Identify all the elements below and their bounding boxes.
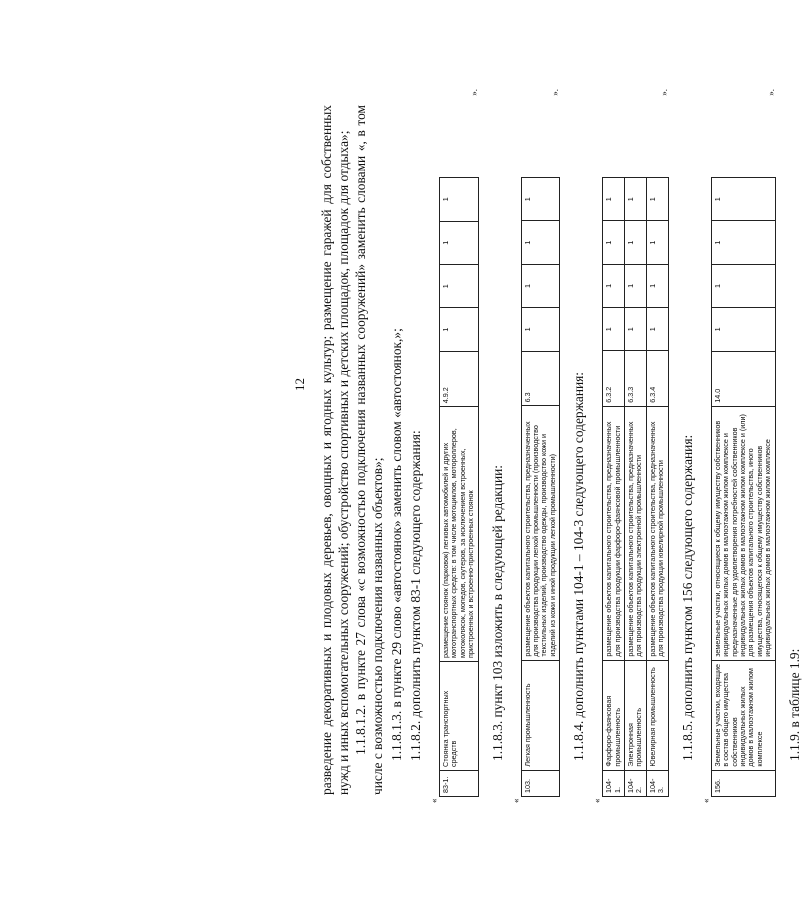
row-code: 4.9.2 [440, 351, 479, 406]
page-number: 12 [292, 378, 307, 391]
row-c4: 1 [625, 178, 647, 221]
quote-close-83-1: ». [468, 89, 479, 96]
quote-close-156: ». [765, 89, 776, 96]
row-c3: 1 [646, 221, 668, 264]
row-c4: 1 [440, 178, 479, 222]
row-desc: размещение объектов капитального строительства, предназначенных для производства продукции легкой промышленности (производство текстильных изделий, производство одежды, производство кожи и изделий из кожи и иной продукции легкой промышленности) [521, 406, 560, 660]
quote-close-103: ». [550, 89, 561, 96]
row-c1: 1 [625, 308, 647, 351]
row-c2: 1 [603, 264, 625, 307]
table-row [625, 178, 647, 797]
item-1-1-8-4: 1.1.8.4. дополнить пунктами 104-1 – 104-3 следующего содержания: [571, 371, 587, 761]
quote-open-156: « [700, 798, 711, 803]
row-code: 6.3.2 [603, 351, 625, 406]
table-156 [711, 177, 776, 797]
row-c4: 1 [603, 178, 625, 221]
intro-paragraph: разведение декоративных и плодовых деревьев, овощных и ягодных культур; размещение гаражей для собственных нужд и иных вспомогательных сооружений; обустройство спортивных и детских площадок, площадок для отдыха»; [319, 105, 351, 795]
table-83-1 [439, 177, 479, 797]
table-103 [521, 177, 561, 797]
row-c2: 1 [646, 264, 668, 307]
row-c1: 1 [711, 308, 775, 351]
table-103-wrap [521, 89, 561, 795]
table-104 [602, 177, 668, 797]
table-156-wrap [711, 89, 776, 795]
row-c3: 1 [440, 221, 479, 264]
row-c4: 1 [646, 178, 668, 221]
row-num: 103. [521, 770, 560, 796]
row-c2: 1 [711, 264, 775, 307]
row-c3: 1 [711, 221, 775, 264]
item-1-1-8-1-2: 1.1.8.1.2. в пункте 27 слова «с возможностью подключения названных сооружений» заменить словами «, в том числе с возможностью подключения названных объектов»; [353, 105, 385, 795]
item-1-1-8-3: 1.1.8.3. пункт 103 изложить в следующей редакции: [489, 464, 505, 761]
row-c1: 1 [440, 308, 479, 351]
row-num: 104-3. [646, 770, 668, 796]
row-code: 14.0 [711, 351, 775, 406]
row-desc: земельные участки, относящиеся к общему имуществу собственников индивидуальных жилых домов в малоэтажном жилом комплексе и предназначенные для удовлетворения потребностей собственников индивидуальных жилых домов в малоэтажном жилом комплексе и (или) для размещения объектов капитального строительства, иного имущества, относящегося к общему имуществу собственников индивидуальных жилых домов в малоэтажном жилом комплексе [711, 406, 775, 660]
row-num: 83-1. [440, 770, 479, 796]
table-row [711, 178, 775, 797]
row-c2: 1 [625, 264, 647, 307]
row-c1: 1 [646, 308, 668, 351]
quote-close-104: ». [658, 89, 669, 96]
table-row [521, 178, 560, 797]
row-code: 6.3.4 [646, 351, 668, 406]
quote-open-103: « [510, 798, 521, 803]
quote-open-83-1: « [429, 798, 439, 803]
row-desc: размещение объектов капитального строительства, предназначенных для производства продукции фарфоро-фаянсовой промышленности [603, 406, 625, 660]
item-1-1-9: 1.1.9. в таблице 1.9: [786, 648, 802, 761]
row-c3: 1 [521, 221, 560, 264]
row-desc: размещение стоянок (парковок) легковых автомобилей и других мототранспортных средств: в том числе мотоциклов, мотороллеров, мотоколясок, мопедов, скутеров, за исключением встроенных, пристроенных и встроенно-пристроенных стоянок [440, 407, 479, 662]
row-c4: 1 [521, 178, 560, 221]
row-num: 104-1. [603, 770, 625, 796]
row-desc: размещение объектов капитального строительства, предназначенных для производства продукции ювелирной промышленности [646, 406, 668, 660]
quote-open-104: « [592, 798, 603, 803]
document-body [318, 89, 803, 803]
item-1-1-8-2: 1.1.8.2. дополнить пунктом 83-1 следующего содержания: [408, 430, 423, 761]
row-c4: 1 [711, 178, 775, 221]
row-desc: размещение объектов капитального строительства, предназначенных для производства продукции электронной промышленности [625, 406, 647, 660]
row-name: Фарфоро-фаянсовая промышленность [603, 660, 625, 770]
table-row [440, 178, 479, 797]
row-name: Легкая промышленность [521, 660, 560, 770]
row-c1: 1 [521, 308, 560, 351]
item-1-1-8-5: 1.1.8.5. дополнить пунктом 156 следующего содержания: [679, 434, 695, 761]
row-c1: 1 [603, 308, 625, 351]
item-1-1-8-1-3: 1.1.8.1.3. в пункте 29 слово «автостоянок» заменить словом «автостоянок,»; [389, 328, 404, 761]
row-c3: 1 [603, 221, 625, 264]
table-83-1-wrap [439, 89, 479, 795]
row-name: Электронная промышленность [625, 660, 647, 770]
table-104-wrap [602, 89, 669, 795]
row-c3: 1 [625, 221, 647, 264]
row-c2: 1 [440, 264, 479, 307]
row-name: Стоянка транспортных средств [440, 662, 479, 771]
table-row [646, 178, 668, 797]
row-code: 6.3.3 [625, 351, 647, 406]
row-name: Ювелирная промышленность [646, 660, 668, 770]
row-num: 104-2. [625, 770, 647, 796]
row-c2: 1 [521, 264, 560, 307]
row-name: Земельные участки, входящие в состав общего имущества собственников индивидуальных жилых домов в малоэтажном жилом комплексе [711, 660, 775, 770]
row-code: 6.3 [521, 351, 560, 406]
table-row [603, 178, 625, 797]
row-num: 156. [711, 770, 775, 796]
